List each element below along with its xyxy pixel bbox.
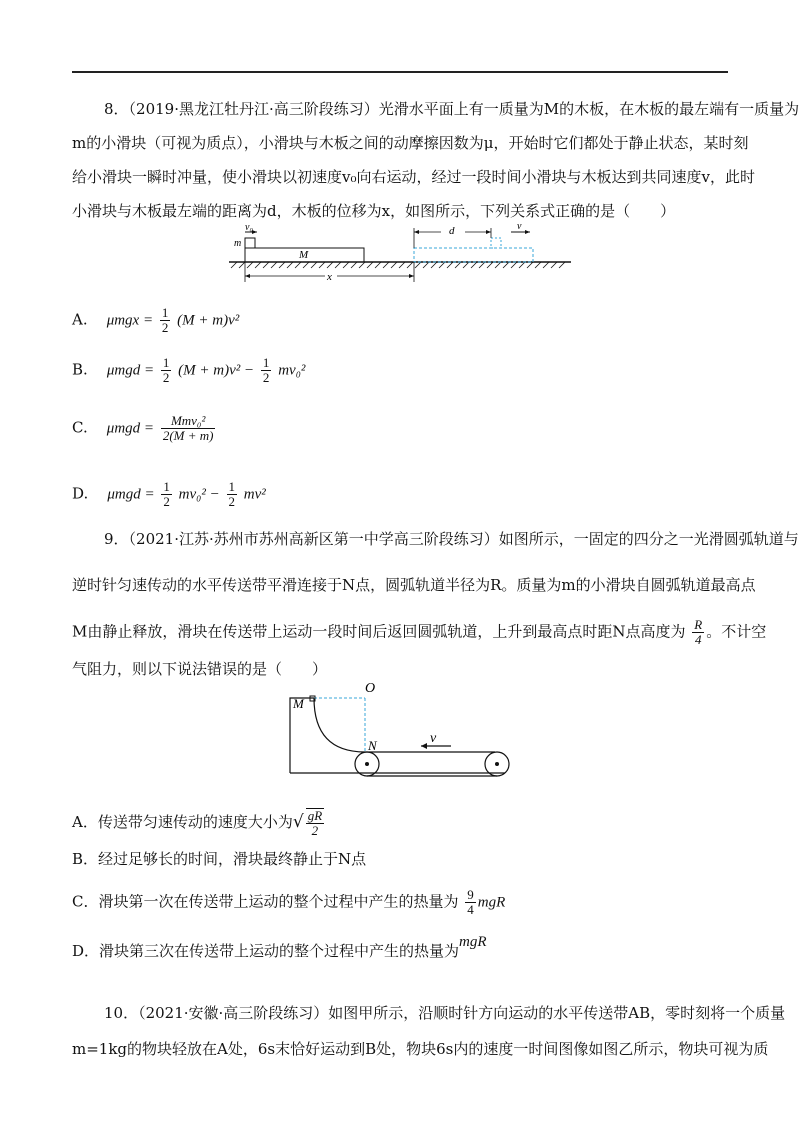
q8-label-d: d	[449, 225, 455, 237]
q8-label-m: m	[234, 238, 242, 249]
q9-label-N: N	[368, 738, 377, 753]
q8-option-d[interactable]: D. μmgd = $\frac{1}{2}$ mv₀² − $\frac{1}{2}$ mv²	[72, 479, 266, 509]
q9-line-1: 9．（2021·江苏·苏州市苏州高新区第一中学高三阶段练习）如图所示，一固定的四分之一光滑圆弧轨道与	[104, 530, 799, 548]
q8-label-x: x	[327, 271, 332, 283]
q8-label-M: M	[299, 249, 309, 261]
q9-figure	[285, 680, 515, 780]
q10-line-2: m=1kg的物块轻放在A处，6s末恰好运动到B处，物块6s内的速度一时间图像如图乙所示，物块可视为质	[72, 1040, 769, 1058]
q8-line-3: 给小滑块一瞬时冲量，使小滑块以初速度v₀向右运动，经过一段时间小滑块与木板达到共同速度v，此时	[72, 168, 755, 186]
q8-label-v0: v₀	[245, 222, 253, 233]
q8-figure	[225, 222, 575, 284]
q9-label-M: M	[293, 696, 304, 711]
q8-line-4: 小滑块与木板最左端的距离为d，木板的位移为x，如图所示，下列关系式正确的是（ ）	[72, 202, 676, 220]
q9-option-a[interactable]: A．传送带匀速传动的速度大小为√ $\frac{gR}{2}$	[72, 808, 323, 838]
q8-option-b[interactable]: B. μmgd = $\frac{1}{2}$ (M + m)v² − $\frac{1}{2}$ mv₀²	[72, 355, 306, 385]
q9-option-c[interactable]: C．滑块第一次在传送带上运动的整个过程中产生的热量为 $\frac{9}{4}$ mgR	[72, 887, 506, 917]
header-rule	[72, 71, 728, 73]
q8-option-a[interactable]: A. μmgx = $\frac{1}{2}$ (M + m)v²	[72, 305, 240, 335]
q9-label-O: O	[365, 681, 376, 696]
q8-label-v: v	[517, 222, 522, 232]
q8-line-1: 8．（2019·黑龙江牡丹江·高三阶段练习）光滑水平面上有一质量为M的木板，在木板的最左端有一质量为	[104, 100, 800, 118]
q9-option-b[interactable]: B．经过足够长的时间，滑块最终静止于N点	[72, 850, 367, 868]
q9-option-d[interactable]: D．滑块第三次在传送带上运动的整个过程中产生的热量为mgR	[72, 934, 487, 960]
q9-line-4: 气阻力，则以下说法错误的是（ ）	[72, 660, 328, 678]
q9-label-v: v	[430, 731, 437, 746]
q8-line-2: m的小滑块（可视为质点），小滑块与木板之间的动摩擦因数为μ，开始时它们都处于静止状态，某时刻	[72, 134, 749, 152]
q9-line-2: 逆时针匀速传动的水平传送带平滑连接于N点，圆弧轨道半径为R。质量为m的小滑块自圆弧轨道最高点	[72, 576, 756, 594]
q8-option-c[interactable]: C. μmgd = $\frac{\text{Mmv₀²}}{2(M + m)}$	[72, 413, 214, 443]
q10-line-1: 10．（2021·安徽·高三阶段练习）如图甲所示，沿顺时针方向运动的水平传送带AB，零时刻将一个质量	[104, 1004, 786, 1022]
q9-line-3: M由静止释放，滑块在传送带上运动一段时间后返回圆弧轨道，上升到最高点时距N点高度为 $\frac{R}{4}$ 。不计空	[72, 617, 767, 647]
